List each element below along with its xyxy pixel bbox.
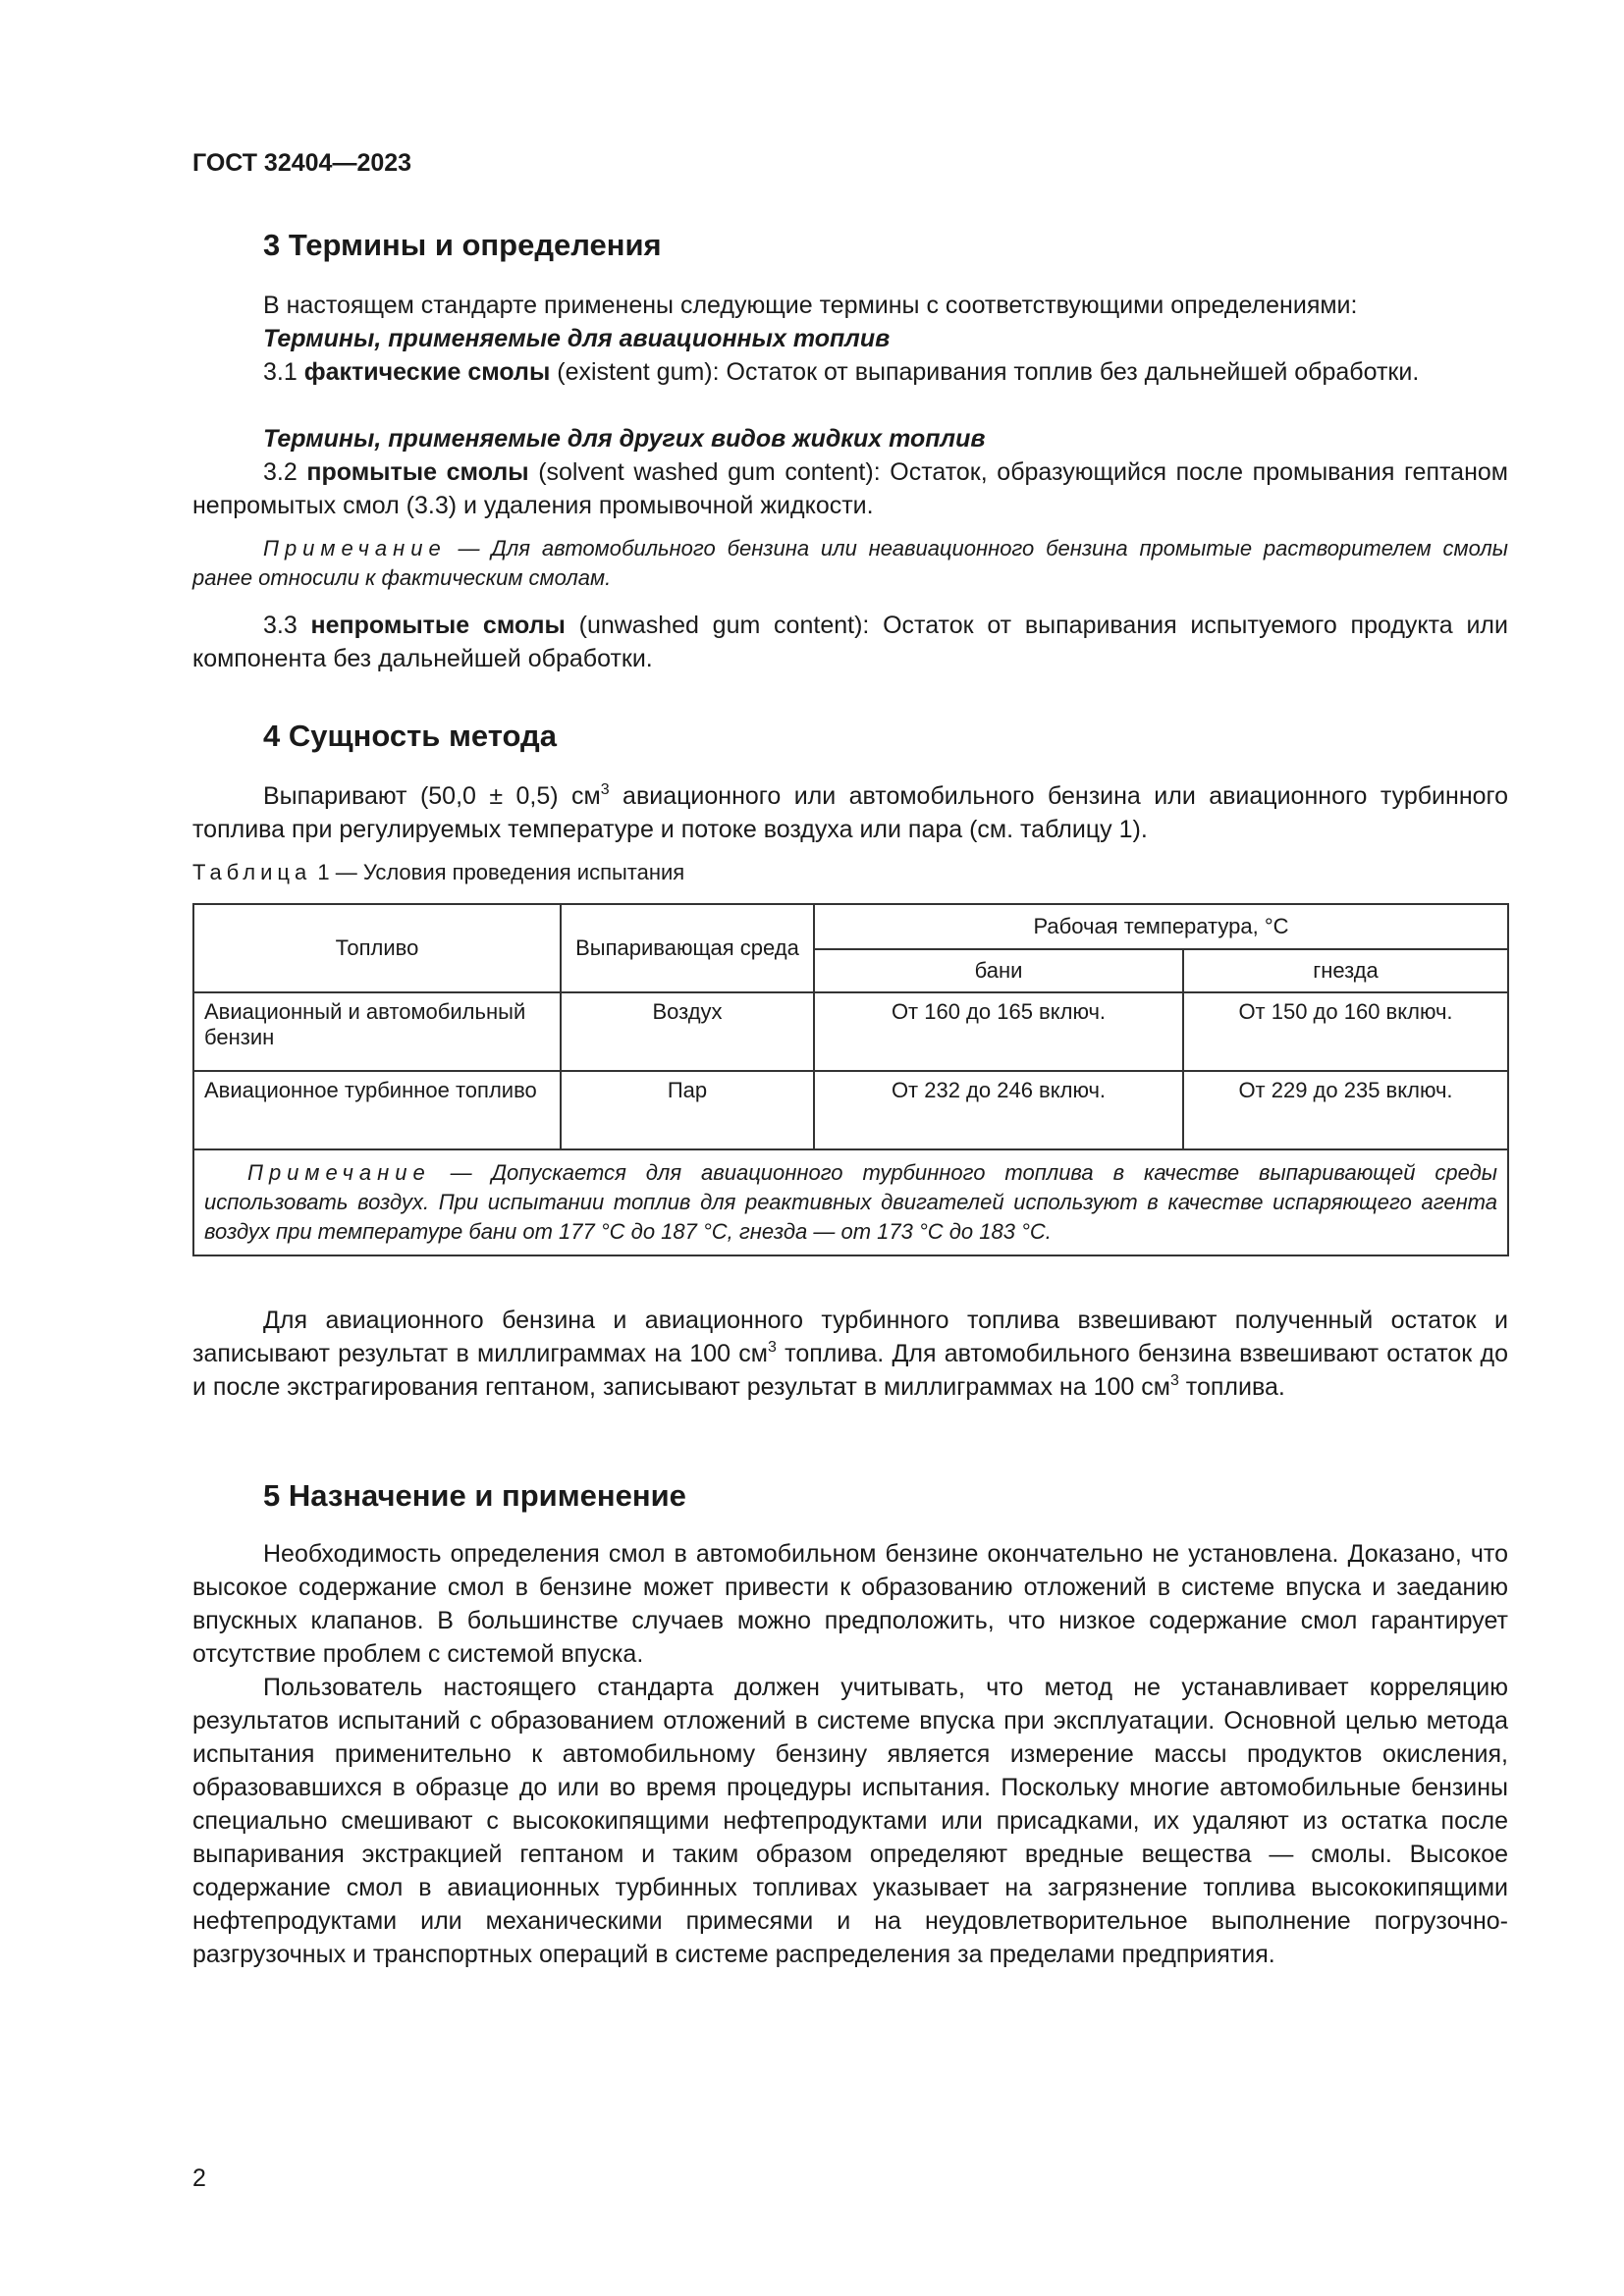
header-medium: Выпаривающая среда <box>561 904 814 992</box>
cell-bath: От 232 до 246 включ. <box>814 1071 1183 1149</box>
conditions-table <box>192 903 1509 1256</box>
term-3-3: 3.3 непромытые смолы (unwashed gum content): Остаток от выпаривания испытуемого продукта или компонента без дальнейшей обработки. <box>192 612 1508 672</box>
term-3-2: 3.2 промытые смолы (solvent washed gum content): Остаток, образующийся после промывания гептаном непромытых смол (3.3) и удаления промывочной жидкости. <box>192 458 1508 519</box>
note-3-2: Примечание — Для автомобильного бензина или неавиационного бензина промытые растворителем смолы ранее относили к фактическим смолам. <box>192 536 1508 590</box>
table-note: Примечание — Допускается для авиационного турбинного топлива в качестве выпаривающей среды использовать воздух. При испытании топлив для реактивных двигателей используют в качестве испаряющего агента воздух при температуре бани от 177 °С до 187 °С, гнезда — от 173 °С до 183 °С. <box>193 1149 1508 1255</box>
section-5-paragraph-1: Необходимость определения смол в автомобильном бензине окончательно не установлена. Доказано, что высокое содержание смол в бензине может привести к образованию отложений в системе впуска и заеданию впускных клапанов. В большинстве случаев можно предположить, что низкое содержание смол гарантирует отсутствие проблем с системой впуска. <box>192 1540 1508 1668</box>
document-header: ГОСТ 32404—2023 <box>192 149 412 177</box>
cell-nest: От 150 до 160 включ. <box>1183 992 1508 1071</box>
header-temperature: Рабочая температура, °С <box>814 904 1508 949</box>
table-row <box>193 992 1508 1071</box>
section-4-paragraph-1: Выпаривают (50,0 ± 0,5) $см^3$ авиационного или автомобильного бензина или авиационного турбинного топлива при регулируемых температуре и потоке воздуха или пара (см. таблицу 1). <box>192 781 1508 843</box>
table-caption: Таблица 1 — Условия проведения испытания <box>192 860 685 884</box>
subheading-aviation: Термины, применяемые для авиационных топлив <box>263 325 891 352</box>
cell-fuel: Авиационный и автомобильный бензин <box>193 992 561 1071</box>
header-fuel: Топливо <box>193 904 561 992</box>
cell-medium: Пар <box>561 1071 814 1149</box>
cell-nest: От 229 до 235 включ. <box>1183 1071 1508 1149</box>
term-3-1: 3.1 фактические смолы (existent gum): Остаток от выпаривания топлив без дальнейшей обработки. <box>263 358 1420 386</box>
section-3-title: 3 Термины и определения <box>263 228 662 262</box>
header-bath: бани <box>814 949 1183 992</box>
section-4-paragraph-2: Для авиационного бензина и авиационного турбинного топлива взвешивают полученный остаток и записывают результат в миллиграммах на 100 $см^3$ топлива. Для автомобильного бензина взвешивают остаток до и после экстрагирования гептаном, записывают результат в миллиграммах на 100 $см^3$ топлива. <box>192 1307 1509 1401</box>
table-row <box>193 1071 1508 1149</box>
section-4-title: 4 Сущность метода <box>263 719 557 753</box>
cell-medium: Воздух <box>561 992 814 1071</box>
subheading-other: Термины, применяемые для других видов жидких топлив <box>263 425 986 453</box>
cell-fuel: Авиационное турбинное топливо <box>193 1071 561 1149</box>
cell-bath: От 160 до 165 включ. <box>814 992 1183 1071</box>
header-nest: гнезда <box>1183 949 1508 992</box>
section-5-title: 5 Назначение и применение <box>263 1478 686 1513</box>
section-3-intro: В настоящем стандарте применены следующие термины с соответствующими определениями: <box>263 292 1358 319</box>
section-5-paragraph-2: Пользователь настоящего стандарта должен учитывать, что метод не устанавливает корреляцию результатов испытаний с образованием отложений в системе впуска при эксплуатации. Основной целью метода испытания применительно к автомобильному бензину является измерение массы продуктов окисления, образовавшихся в образце до или во время процедуры испытания. Поскольку многие автомобильные бензины специально смешивают с высококипящими нефтепродуктами или присадками, их удаляют из остатка после выпаривания экстракцией гептаном и таким образом определяют вредные вещества — смолы. Высокое содержание смол в авиационных турбинных топливах указывает на загрязнение топлива высококипящими нефтепродуктами или механическими примесями и на неудовлетворительное выполнение погрузочно-разгрузочных и транспортных операций в системе распределения за пределами предприятия. <box>192 1674 1508 1968</box>
page-number: 2 <box>192 2164 206 2192</box>
